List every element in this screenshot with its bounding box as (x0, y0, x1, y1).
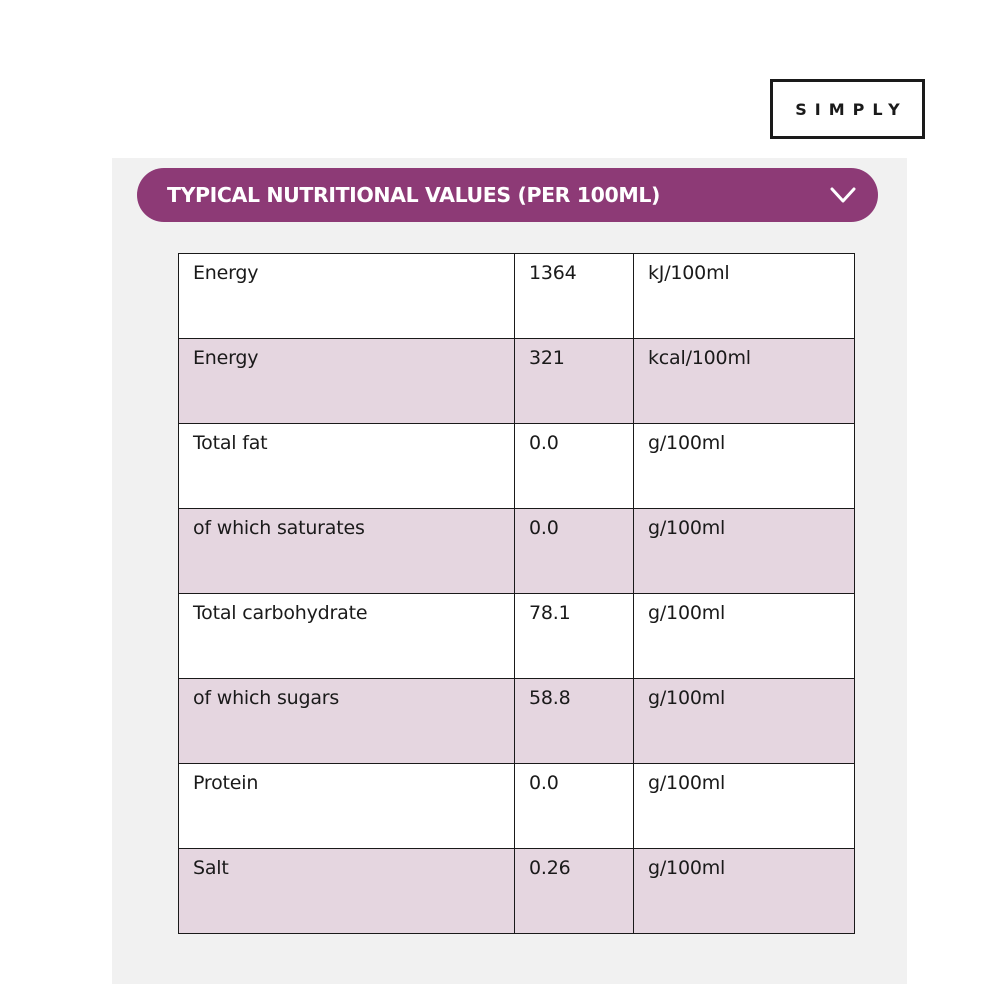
nutrient-value: 321 (515, 339, 634, 424)
nutrient-name: Energy (179, 339, 515, 424)
nutrient-value: 0.0 (515, 509, 634, 594)
table-row (179, 679, 855, 764)
nutrient-unit: g/100ml (634, 424, 855, 509)
nutrient-value: 78.1 (515, 594, 634, 679)
accordion-title: TYPICAL NUTRITIONAL VALUES (PER 100ML) (167, 183, 661, 207)
table-row (179, 849, 855, 934)
nutrient-unit: g/100ml (634, 594, 855, 679)
nutrient-unit: g/100ml (634, 509, 855, 594)
table-row (179, 339, 855, 424)
nutrition-table (178, 253, 855, 934)
nutrient-value: 0.0 (515, 424, 634, 509)
table-row (179, 594, 855, 679)
chevron-down-icon[interactable] (830, 186, 856, 204)
nutrient-name: Total carbohydrate (179, 594, 515, 679)
brand-logo[interactable] (770, 79, 925, 139)
table-row (179, 424, 855, 509)
nutrient-name: Salt (179, 849, 515, 934)
nutrient-unit: kJ/100ml (634, 254, 855, 339)
nutrient-unit: kcal/100ml (634, 339, 855, 424)
nutrient-value: 1364 (515, 254, 634, 339)
nutrient-unit: g/100ml (634, 849, 855, 934)
nutrient-value: 58.8 (515, 679, 634, 764)
brand-logo-text: SIMPLY (795, 99, 908, 119)
nutrient-name: Protein (179, 764, 515, 849)
nutrient-value: 0.26 (515, 849, 634, 934)
nutrition-table-body (179, 254, 855, 934)
nutrient-name: Total fat (179, 424, 515, 509)
table-row (179, 764, 855, 849)
nutrient-name: Energy (179, 254, 515, 339)
nutrient-value: 0.0 (515, 764, 634, 849)
nutrient-name: of which saturates (179, 509, 515, 594)
nutrition-accordion-header[interactable] (137, 168, 878, 222)
nutrient-unit: g/100ml (634, 764, 855, 849)
nutrient-name: of which sugars (179, 679, 515, 764)
table-row (179, 509, 855, 594)
table-row (179, 254, 855, 339)
nutrient-unit: g/100ml (634, 679, 855, 764)
